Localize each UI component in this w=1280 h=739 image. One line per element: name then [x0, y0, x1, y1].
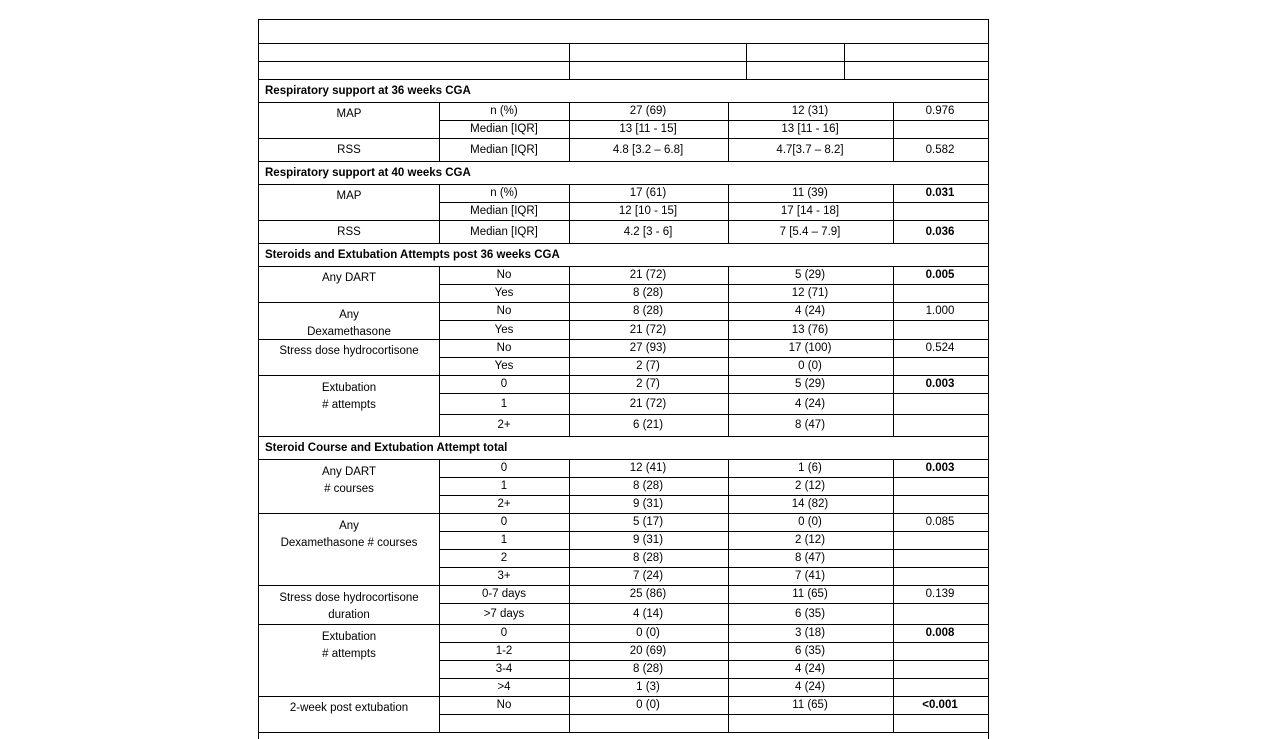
stat-cell: Median [IQR]	[470, 144, 538, 156]
extubated-cell: 7 (24)	[632, 570, 664, 582]
trach-cell: 4 (24)	[794, 398, 826, 410]
stat-cell: No	[496, 342, 512, 354]
rule	[728, 696, 729, 732]
trach-cell: 7 (41)	[794, 570, 826, 582]
rule	[893, 220, 894, 243]
trach-cell: 8 (47)	[794, 552, 826, 564]
stat-cell: n (%)	[490, 187, 518, 199]
group-label: MAP	[336, 108, 362, 120]
group-label: Dexamethasone	[307, 326, 391, 338]
rule	[259, 243, 988, 244]
p-value-cell: <0.001	[922, 699, 958, 711]
stat-cell: Median [IQR]	[470, 123, 538, 135]
stat-cell: Yes	[494, 287, 514, 299]
stat-cell: 2	[500, 552, 508, 564]
trach-cell: 6 (35)	[794, 608, 826, 620]
extubated-cell: 8 (28)	[632, 480, 664, 492]
group-label: Stress dose hydrocortisone	[279, 345, 419, 357]
rule	[259, 585, 988, 586]
p-value-cell: 0.976	[925, 105, 955, 117]
rule	[439, 642, 988, 643]
rule	[893, 302, 894, 339]
trach-cell: 11 (65)	[792, 699, 828, 711]
extubated-cell: 4.8 [3.2 – 6.8]	[612, 144, 684, 156]
rule	[893, 375, 894, 436]
rule	[439, 339, 440, 375]
rule	[569, 302, 570, 339]
trach-cell: 5 (29)	[794, 269, 826, 281]
rule	[893, 513, 894, 585]
stat-cell: 3-4	[495, 663, 513, 675]
section-title: Steroid Course and Extubation Attempt total	[265, 442, 508, 454]
section-title: Respiratory support at 36 weeks CGA	[265, 85, 471, 97]
rule	[259, 102, 988, 103]
extubated-cell: 20 (69)	[629, 645, 667, 657]
rule	[569, 266, 570, 302]
rule	[439, 320, 988, 321]
stat-cell: 0	[500, 462, 508, 474]
rule	[259, 43, 988, 44]
group-label: Any DART	[321, 272, 377, 284]
rule	[439, 678, 988, 679]
rule	[893, 138, 894, 161]
trach-cell: 4 (24)	[794, 663, 826, 675]
rule	[728, 624, 729, 696]
extubated-cell: 21 (72)	[629, 324, 667, 336]
trach-cell: 2 (12)	[794, 534, 826, 546]
rule	[439, 184, 440, 220]
trach-cell: 14 (82)	[791, 498, 829, 510]
stat-cell: Yes	[494, 324, 514, 336]
stat-cell: 1	[500, 480, 508, 492]
extubated-cell: 25 (86)	[629, 588, 667, 600]
p-value-cell: 0.582	[925, 144, 955, 156]
rule	[439, 459, 440, 513]
stat-cell: 2+	[497, 498, 511, 510]
rule	[259, 61, 988, 62]
rule	[439, 357, 988, 358]
rule	[569, 459, 570, 513]
rule	[259, 138, 988, 139]
rule	[259, 339, 988, 340]
rule	[439, 284, 988, 285]
stat-cell: Median [IQR]	[470, 226, 538, 238]
stat-cell: 3+	[497, 570, 511, 582]
section-title: Respiratory support at 40 weeks CGA	[265, 167, 471, 179]
rule	[439, 531, 988, 532]
rule	[728, 585, 729, 624]
extubated-cell: 21 (72)	[629, 398, 667, 410]
rule	[439, 624, 440, 696]
rule	[569, 138, 570, 161]
rule	[893, 184, 894, 220]
extubated-cell: 4.2 [3 - 6]	[623, 226, 673, 238]
rule	[439, 567, 988, 568]
rule	[439, 266, 440, 302]
rule	[728, 266, 729, 302]
stat-cell: >4	[497, 681, 511, 693]
extubated-cell: 8 (28)	[632, 287, 664, 299]
trach-cell: 17 [14 - 18]	[780, 205, 840, 217]
rule	[569, 696, 570, 732]
rule	[439, 660, 988, 661]
p-value-cell: 0.139	[925, 588, 955, 600]
stat-cell: 1	[500, 534, 508, 546]
rule	[893, 459, 894, 513]
group-label: 2-week post extubation	[289, 702, 409, 714]
stat-cell: No	[496, 305, 512, 317]
stat-cell: n (%)	[490, 105, 518, 117]
rule	[439, 477, 988, 478]
extubated-cell: 2 (7)	[636, 360, 660, 372]
rule	[844, 43, 845, 79]
extubated-cell: 21 (72)	[629, 269, 667, 281]
rule	[439, 220, 440, 243]
extubated-cell: 13 [11 - 15]	[619, 123, 677, 135]
rule	[728, 513, 729, 585]
rule	[259, 79, 988, 80]
extubated-cell: 12 [10 - 15]	[618, 205, 678, 217]
rule	[569, 513, 570, 585]
stat-cell: 0-7 days	[481, 588, 527, 600]
trach-cell: 12 (31)	[791, 105, 829, 117]
stat-cell: >7 days	[483, 608, 525, 620]
rule	[439, 585, 440, 624]
rule	[439, 120, 988, 121]
extubated-cell: 1 (3)	[636, 681, 660, 693]
rule	[569, 220, 570, 243]
trach-cell: 7 [5.4 – 7.9]	[779, 226, 841, 238]
stat-cell: 1	[500, 398, 508, 410]
trach-cell: 2 (12)	[794, 480, 826, 492]
trach-cell: 4 (24)	[794, 305, 826, 317]
trach-cell: 8 (47)	[794, 419, 826, 431]
extubated-cell: 27 (93)	[629, 342, 667, 354]
group-label: Extubation	[321, 382, 377, 394]
rule	[259, 184, 988, 185]
rule	[259, 375, 988, 376]
trach-cell: 6 (35)	[794, 645, 826, 657]
rule	[259, 459, 988, 460]
rule	[439, 138, 440, 161]
p-value-cell: 0.524	[925, 342, 955, 354]
rule	[728, 302, 729, 339]
rule	[893, 339, 894, 375]
rule	[439, 302, 440, 339]
rule	[728, 184, 729, 220]
extubated-cell: 5 (17)	[632, 516, 664, 528]
rule	[259, 436, 988, 437]
rule	[439, 393, 988, 394]
rule	[569, 43, 570, 79]
rule	[893, 624, 894, 696]
extubated-cell: 6 (21)	[632, 419, 664, 431]
p-value-cell: 0.031	[925, 187, 955, 199]
rule	[439, 513, 440, 585]
extubated-cell: 4 (14)	[632, 608, 664, 620]
rule	[728, 459, 729, 513]
rule	[569, 375, 570, 436]
rule	[439, 714, 988, 715]
p-value-cell: 0.008	[925, 627, 955, 639]
extubated-cell: 9 (31)	[632, 498, 664, 510]
rule	[728, 220, 729, 243]
trach-cell: 4.7[3.7 – 8.2]	[776, 144, 844, 156]
rule	[259, 161, 988, 162]
p-value-cell: 0.085	[925, 516, 955, 528]
p-value-cell: 0.005	[925, 269, 955, 281]
extubated-cell: 8 (28)	[632, 663, 664, 675]
rule	[893, 585, 894, 624]
trach-cell: 17 (100)	[788, 342, 832, 354]
rule	[893, 102, 894, 138]
trach-cell: 11 (39)	[792, 187, 828, 199]
p-value-cell: 0.003	[925, 462, 955, 474]
rule	[259, 732, 988, 733]
group-label: Any	[339, 520, 359, 532]
rule	[259, 513, 988, 514]
rule	[569, 339, 570, 375]
extubated-cell: 0 (0)	[636, 699, 660, 711]
stat-cell: No	[496, 269, 512, 281]
group-label: Stress dose hydrocortisone	[279, 592, 419, 604]
rule	[569, 184, 570, 220]
section-title: Steroids and Extubation Attempts post 36 weeks CGA	[265, 249, 560, 261]
group-label: Any	[339, 309, 359, 321]
group-label: duration	[328, 609, 370, 621]
p-value-cell: 1.000	[925, 305, 955, 317]
rule	[259, 302, 988, 303]
extubated-cell: 12 (41)	[629, 462, 667, 474]
rule	[259, 220, 988, 221]
rule	[259, 266, 988, 267]
trach-cell: 4 (24)	[794, 681, 826, 693]
stat-cell: No	[496, 699, 512, 711]
extubated-cell: 9 (31)	[632, 534, 664, 546]
rule	[259, 624, 988, 625]
trach-cell: 13 (76)	[791, 324, 829, 336]
extubated-cell: 2 (7)	[636, 378, 660, 390]
group-label: Extubation	[321, 631, 377, 643]
group-label: RSS	[337, 144, 361, 156]
trach-cell: 5 (29)	[794, 378, 826, 390]
stat-cell: 1-2	[495, 645, 513, 657]
rule	[893, 696, 894, 732]
group-label: Dexamethasone # courses	[280, 537, 418, 549]
rule	[439, 603, 988, 604]
group-label: Any DART	[321, 466, 377, 478]
rule	[439, 549, 988, 550]
rule	[728, 375, 729, 436]
stat-cell: 2+	[497, 419, 511, 431]
trach-cell: 13 [11 - 16]	[781, 123, 839, 135]
p-value-cell: 0.003	[925, 378, 955, 390]
rule	[439, 696, 440, 732]
group-label: # attempts	[322, 399, 376, 411]
stat-cell: 0	[500, 516, 508, 528]
trach-cell: 3 (18)	[794, 627, 826, 639]
trach-cell: 0 (0)	[798, 360, 822, 372]
rule	[439, 414, 988, 415]
group-label: MAP	[336, 190, 362, 202]
p-value-cell: 0.036	[925, 226, 955, 238]
rule	[569, 624, 570, 696]
rule	[569, 102, 570, 138]
rule	[439, 202, 988, 203]
rule	[893, 266, 894, 302]
rule	[439, 495, 988, 496]
extubated-cell: 8 (28)	[632, 305, 664, 317]
stat-cell: Yes	[494, 360, 514, 372]
extubated-cell: 8 (28)	[632, 552, 664, 564]
rule	[439, 102, 440, 138]
rule	[728, 138, 729, 161]
rule	[728, 102, 729, 138]
stat-cell: 0	[500, 378, 508, 390]
trach-cell: 12 (71)	[791, 287, 829, 299]
extubated-cell: 27 (69)	[629, 105, 667, 117]
rule	[439, 375, 440, 436]
rule	[746, 43, 747, 79]
trach-cell: 1 (6)	[798, 462, 822, 474]
stat-cell: 0	[500, 627, 508, 639]
extubated-cell: 0 (0)	[636, 627, 660, 639]
rule	[569, 585, 570, 624]
stat-cell: Median [IQR]	[470, 205, 538, 217]
rule	[259, 696, 988, 697]
group-label: # attempts	[322, 648, 376, 660]
extubated-cell: 17 (61)	[629, 187, 667, 199]
trach-cell: 0 (0)	[798, 516, 822, 528]
rule	[728, 339, 729, 375]
group-label: RSS	[337, 226, 361, 238]
illness-factors-table	[258, 19, 989, 739]
trach-cell: 11 (65)	[792, 588, 828, 600]
group-label: # courses	[324, 483, 374, 495]
